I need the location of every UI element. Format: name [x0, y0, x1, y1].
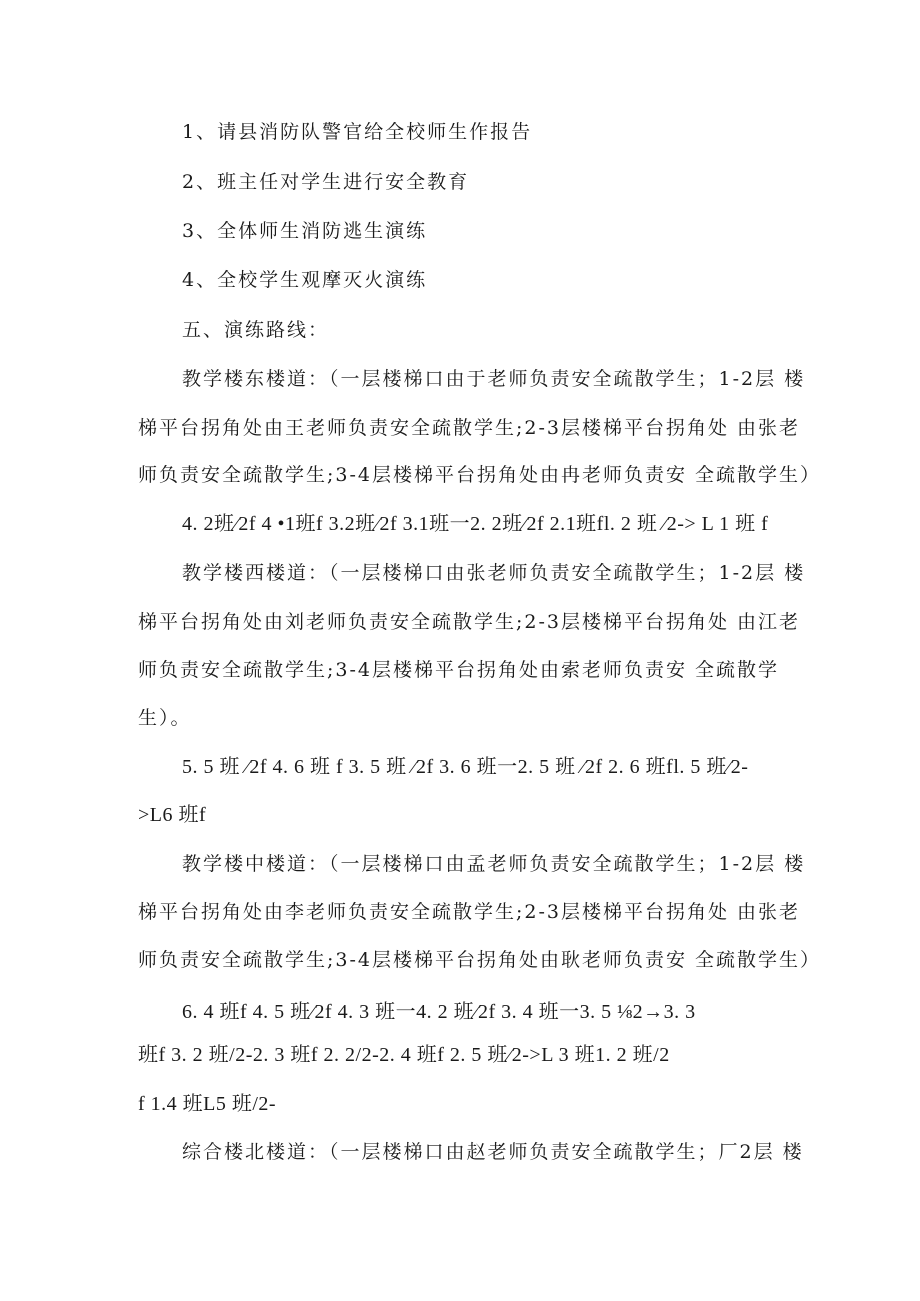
list-item-2: 2、班主任对学生进行安全教育 — [182, 171, 470, 193]
east-stairway-line-2: 梯平台拐角处由王老师负责安全疏散学生;2-3层楼梯平台拐角处 由张老 — [138, 417, 801, 439]
middle-stairway-line-2: 梯平台拐角处由李老师负责安全疏散学生;2-3层楼梯平台拐角处 由张老 — [138, 901, 801, 923]
north-stairway-line-1: 综合楼北楼道：（一层楼梯口由赵老师负责安全疏散学生；厂2层 楼 — [182, 1141, 804, 1163]
section-heading: 五、演练路线： — [182, 319, 330, 341]
middle-route-line-3: f 1.4 班L5 班/2- — [138, 1093, 277, 1115]
west-route-line-1: 5. 5 班 ⁄2f 4. 6 班 f 3. 5 班 ⁄2f 3. 6 班一2. 5 班 ⁄2f 2. 6 班fl. 5 班⁄2- — [182, 756, 749, 778]
middle-stairway-line-3: 师负责安全疏散学生;3-4层楼梯平台拐角处由耿老师负责安 全疏散学生） — [138, 949, 822, 971]
east-stairway-line-3: 师负责安全疏散学生;3-4层楼梯平台拐角处由冉老师负责安 全疏散学生） — [138, 464, 822, 486]
west-stairway-line-2: 梯平台拐角处由刘老师负责安全疏散学生;2-3层楼梯平台拐角处 由江老 — [138, 611, 801, 633]
middle-route-line-1: 6. 4 班f 4. 5 班⁄2f 4. 3 班一4. 2 班⁄2f 3. 4 班一3. 5 ⅛2→3. 3 — [182, 1001, 696, 1023]
list-item-3: 3、全体师生消防逃生演练 — [182, 220, 428, 242]
east-route: 4. 2班⁄2f 4 •1班f 3.2班⁄2f 3.1班一2. 2班⁄2f 2.1班fl. 2 班 ⁄2-> L 1 班 f — [182, 513, 769, 535]
list-item-1: 1、请县消防队警官给全校师生作报告 — [182, 121, 533, 143]
west-stairway-line-4: 生）。 — [138, 707, 192, 729]
list-item-4: 4、全校学生观摩灭火演练 — [182, 269, 428, 291]
middle-stairway-line-1: 教学楼中楼道：（一层楼梯口由孟老师负责安全疏散学生；1-2层 楼 — [182, 853, 806, 875]
east-stairway-line-1: 教学楼东楼道：（一层楼梯口由于老师负责安全疏散学生；1-2层 楼 — [182, 368, 806, 390]
west-stairway-line-1: 教学楼西楼道：（一层楼梯口由张老师负责安全疏散学生；1-2层 楼 — [182, 562, 806, 584]
west-stairway-line-3: 师负责安全疏散学生;3-4层楼梯平台拐角处由索老师负责安 全疏散学 — [138, 659, 780, 681]
west-route-line-2: >L6 班f — [138, 804, 207, 826]
middle-route-line-2: 班f 3. 2 班/2-2. 3 班f 2. 2/2-2. 4 班f 2. 5 班⁄2->L 3 班1. 2 班/2 — [138, 1044, 670, 1066]
